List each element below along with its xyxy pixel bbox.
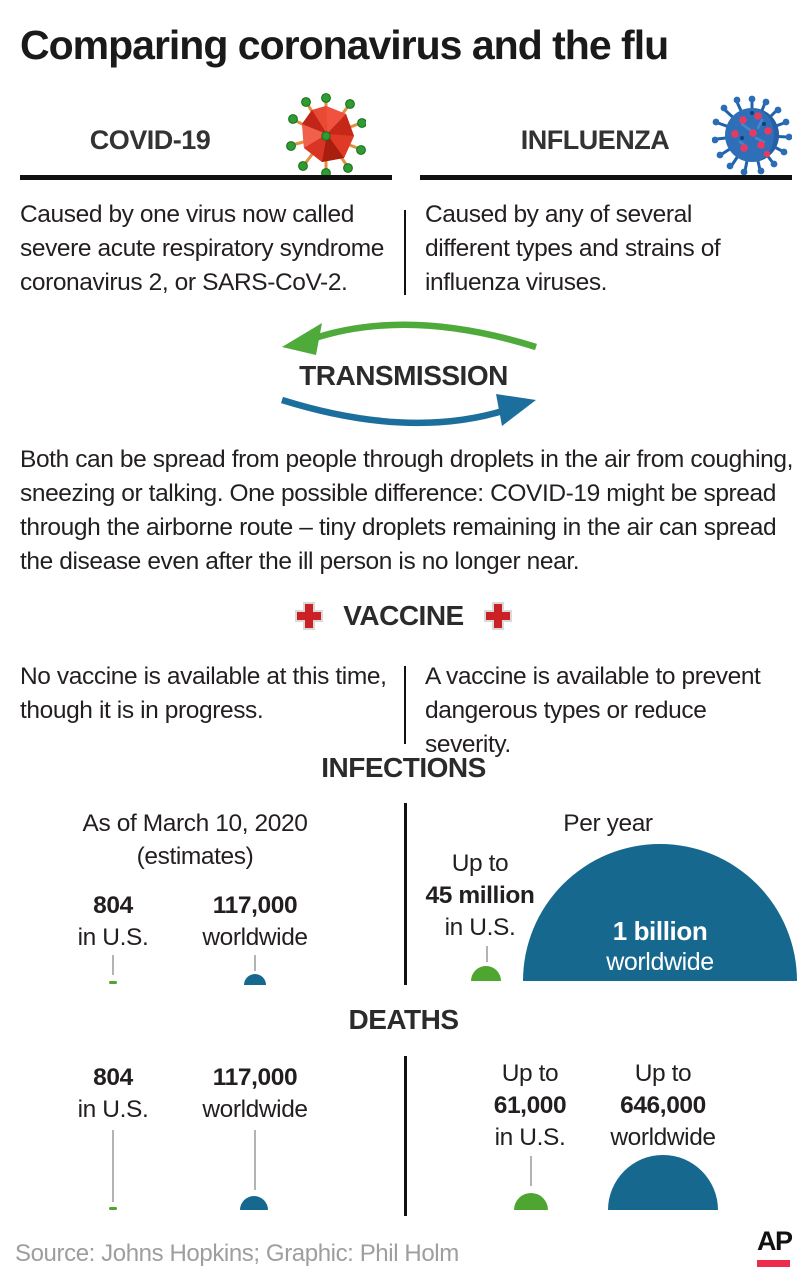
- leader-line: [112, 955, 114, 975]
- infections-covid-us-stat: [53, 890, 173, 954]
- infections-covid-us-value: 804: [93, 892, 133, 919]
- transmission-body-text: Both can be spread from people through droplets in the air from coughing, sneezing or talking. One possible difference: COVID-19 might be spread through the airborne route – tiny droplets remaining in the air can spread the disease even after the ill person is no longer near.: [20, 446, 793, 575]
- infections-covid-world-label: worldwide: [202, 924, 308, 951]
- influenza-cause-text: Caused by any of several different types and strains of influenza viruses.: [425, 201, 721, 296]
- transmission-arrow-left-icon: [278, 315, 540, 359]
- infections-covid-world-marker: [244, 974, 266, 985]
- influenza-vaccine-text: A vaccine is available to prevent dangerous types or reduce severity.: [425, 663, 761, 758]
- infections-flu-us-value: 45 million: [425, 882, 535, 909]
- infections-covid-period-line2: (estimates): [136, 843, 254, 870]
- medical-cross-icon: [293, 600, 325, 632]
- coronavirus-icon: [286, 92, 366, 178]
- infections-divider: [404, 803, 407, 985]
- ap-logo-text: AP: [757, 1226, 792, 1256]
- leader-line: [254, 955, 256, 971]
- infections-flu-us-prefix: Up to: [451, 850, 509, 877]
- deaths-flu-world-stat: [603, 1058, 723, 1154]
- vaccine-heading-row: [0, 600, 807, 632]
- deaths-covid-us-marker: [109, 1207, 117, 1210]
- deaths-flu-us-value: 61,000: [493, 1092, 567, 1119]
- infections-covid-us-label: in U.S.: [77, 924, 149, 951]
- deaths-covid-us-label: in U.S.: [77, 1096, 149, 1123]
- deaths-covid-world-marker: [240, 1196, 268, 1210]
- medical-cross-icon: [482, 600, 514, 632]
- deaths-covid-us-stat: [53, 1062, 173, 1126]
- infections-flu-us-label: in U.S.: [444, 914, 516, 941]
- deaths-flu-world-value: 646,000: [620, 1092, 706, 1119]
- deaths-flu-us-stat: [470, 1058, 590, 1154]
- ap-logo: [757, 1226, 792, 1267]
- deaths-flu-us-label: in U.S.: [494, 1124, 566, 1151]
- infections-flu-us-marker: [471, 966, 501, 981]
- covid-header-rule: [20, 175, 392, 180]
- deaths-flu-world-marker: [608, 1155, 718, 1210]
- covid-vaccine-text: No vaccine is available at this time, though it is in progress.: [20, 663, 387, 724]
- source-credit: Source: Johns Hopkins; Graphic: Phil Holm: [15, 1240, 459, 1267]
- cause-divider: [404, 210, 406, 295]
- transmission-arrow-right-icon: [278, 390, 540, 434]
- deaths-flu-world-prefix: Up to: [634, 1060, 692, 1087]
- influenza-virus-icon: [712, 94, 792, 176]
- covid-column-header: COVID-19: [89, 125, 211, 155]
- infections-covid-world-stat: [195, 890, 315, 954]
- deaths-flu-us-marker: [514, 1193, 548, 1210]
- infections-covid-period-line1: As of March 10, 2020: [82, 810, 308, 837]
- leader-line: [254, 1130, 256, 1190]
- infections-heading: INFECTIONS: [321, 752, 486, 783]
- infections-covid-world-value: 117,000: [212, 892, 298, 919]
- leader-line: [486, 946, 488, 962]
- ap-logo-bar: [757, 1260, 790, 1267]
- deaths-covid-world-stat: [195, 1062, 315, 1126]
- infections-flu-world-label: worldwide: [606, 948, 714, 976]
- covid-cause-text: Caused by one virus now called severe acute respiratory syndrome coronavirus 2, or SARS-CoV-2.: [20, 201, 384, 296]
- infections-flu-world-value: 1 billion: [612, 916, 708, 946]
- infections-flu-us-stat: [420, 848, 540, 944]
- deaths-covid-us-value: 804: [93, 1064, 133, 1091]
- influenza-header-rule: [420, 175, 792, 180]
- deaths-heading: DEATHS: [348, 1004, 459, 1035]
- leader-line: [112, 1130, 114, 1202]
- vaccine-divider: [404, 666, 406, 744]
- deaths-flu-us-prefix: Up to: [501, 1060, 559, 1087]
- transmission-heading: TRANSMISSION: [299, 360, 508, 391]
- deaths-covid-world-value: 117,000: [212, 1064, 298, 1091]
- deaths-flu-world-label: worldwide: [610, 1124, 716, 1151]
- deaths-covid-world-label: worldwide: [202, 1096, 308, 1123]
- page-title: Comparing coronavirus and the flu: [20, 22, 669, 68]
- infections-covid-us-marker: [109, 981, 117, 984]
- vaccine-heading: VACCINE: [343, 600, 464, 631]
- infections-flu-period: Per year: [563, 810, 653, 837]
- deaths-divider: [404, 1056, 407, 1216]
- influenza-column-header: INFLUENZA: [520, 125, 670, 155]
- leader-line: [530, 1156, 532, 1186]
